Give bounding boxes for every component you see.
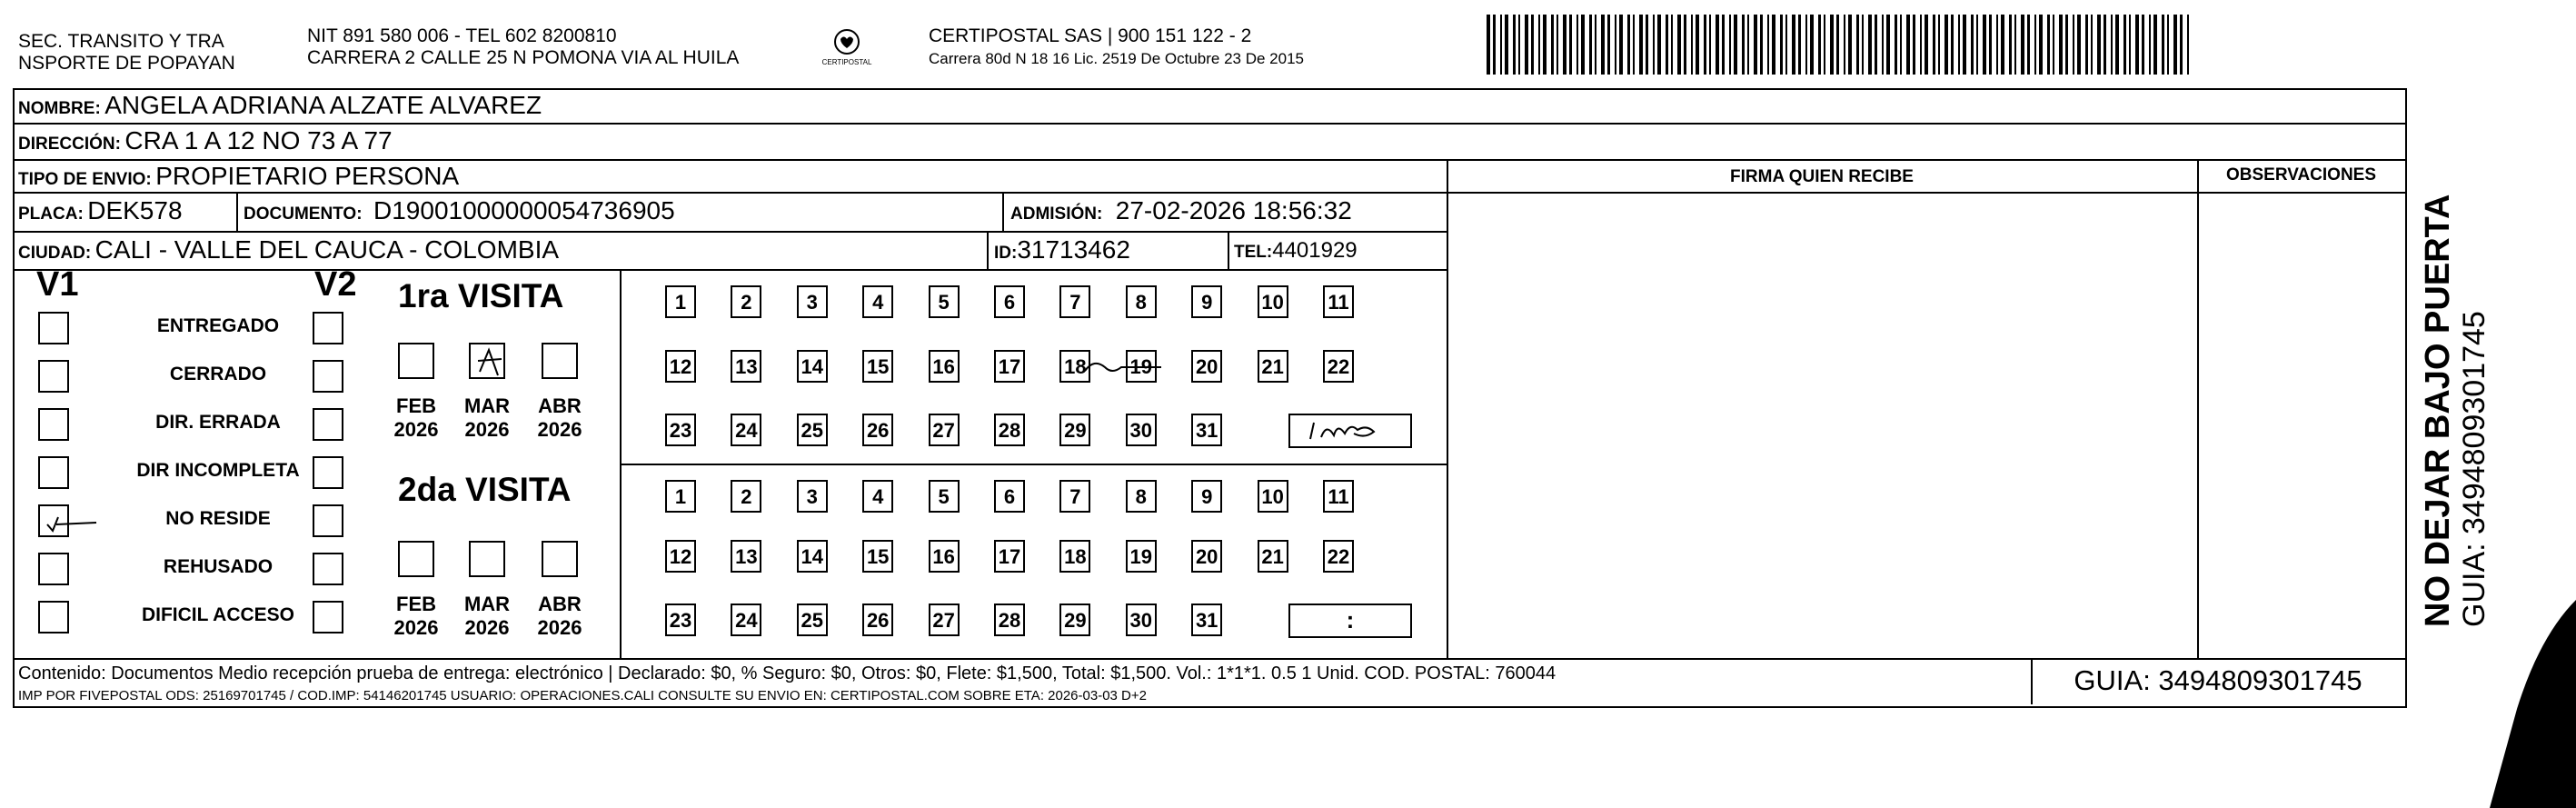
- day-box[interactable]: 21: [1258, 540, 1288, 573]
- barcode-bar: [1742, 15, 1745, 75]
- day-box[interactable]: 6: [994, 480, 1025, 513]
- col-divider: [1447, 159, 1448, 658]
- id-label: ID:: [994, 244, 1018, 263]
- barcode-bar: [1938, 15, 1940, 75]
- row-divider: [13, 231, 1447, 233]
- barcode-bar: [1906, 15, 1910, 75]
- barcode-bar: [1653, 15, 1655, 75]
- year-label: 2026: [537, 418, 582, 441]
- v2-checkbox[interactable]: [313, 360, 343, 393]
- row-divider: [13, 269, 1447, 271]
- sender-org-line1: SEC. TRANSITO Y TRA: [18, 31, 224, 52]
- sender-nit: [307, 25, 739, 69]
- second-visit-title: 2da VISITA: [398, 471, 572, 508]
- day-box[interactable]: 22: [1323, 350, 1354, 383]
- barcode-bar: [2059, 15, 2063, 75]
- barcode-bar: [1671, 15, 1673, 75]
- barcode-bar: [2104, 15, 2106, 75]
- status-label: NO RESIDE: [165, 508, 271, 529]
- barcode-bar: [1882, 15, 1884, 75]
- barcode-bar: [1792, 15, 1795, 75]
- barcode-bar: [1913, 15, 1915, 75]
- day-box[interactable]: 6: [994, 285, 1025, 318]
- barcode-bar: [1767, 15, 1769, 75]
- barcode-bar: [2129, 15, 2131, 75]
- day-box[interactable]: 19: [1126, 540, 1157, 573]
- barcode-bar: [2021, 15, 2024, 75]
- barcode-bar: [1958, 15, 1960, 75]
- barcode-bar: [1538, 15, 1540, 75]
- day-box[interactable]: 25: [797, 604, 828, 636]
- barcode-bar: [2187, 15, 2189, 75]
- barcode-bar: [1716, 15, 1719, 75]
- handwritten-scribble-icon: [1290, 415, 1410, 446]
- barcode-bar: [2153, 15, 2157, 75]
- time-box[interactable]: [1288, 414, 1412, 448]
- row-divider: [13, 658, 2405, 660]
- row-divider: [13, 192, 1447, 194]
- barcode-bar: [1780, 15, 1783, 75]
- day-box[interactable]: 31: [1191, 414, 1222, 446]
- year-label: 2026: [464, 616, 510, 639]
- barcode-bar: [1944, 15, 1948, 75]
- barcode-bar: [1848, 15, 1852, 75]
- barcode-bar: [2097, 15, 2101, 75]
- year-label: 2026: [393, 418, 439, 441]
- tel-value: 4401929: [1272, 238, 1358, 263]
- col-divider: [1228, 231, 1229, 269]
- col-divider: [236, 192, 238, 231]
- barcode-bar: [1576, 15, 1578, 75]
- barcode-bar: [2047, 15, 2050, 75]
- day-box[interactable]: 29: [1059, 414, 1090, 446]
- day-box[interactable]: 30: [1126, 414, 1157, 446]
- direccion-label: DIRECCIÓN:: [18, 135, 121, 154]
- day-box[interactable]: 16: [929, 540, 960, 573]
- direccion-row: [18, 126, 393, 155]
- day-box[interactable]: 26: [862, 414, 893, 446]
- day-box[interactable]: 31: [1191, 604, 1222, 636]
- barcode-bar: [1983, 15, 1986, 75]
- year-label: 2026: [464, 418, 510, 441]
- barcode-bar: [1900, 15, 1902, 75]
- barcode-bar: [2180, 15, 2183, 75]
- v1-checkbox[interactable]: [38, 312, 69, 344]
- v1-checkbox[interactable]: [38, 504, 69, 537]
- tipo-envio-label: TIPO DE ENVIO:: [18, 170, 152, 189]
- day-box[interactable]: 3: [797, 480, 828, 513]
- barcode-bar: [2065, 15, 2068, 75]
- barcode-bar: [1657, 15, 1661, 75]
- time-box[interactable]: :: [1288, 604, 1412, 638]
- barcode-bar: [1531, 15, 1534, 75]
- day-box[interactable]: 21: [1258, 350, 1288, 383]
- day-strike: [1081, 354, 1163, 386]
- first-visit-title: 1ra VISITA: [398, 277, 564, 314]
- tipo-envio-row: [18, 162, 459, 191]
- barcode-bar: [1601, 15, 1605, 75]
- barcode-bar: [2009, 15, 2012, 75]
- tel-cell: [1234, 238, 1358, 264]
- status-label: DIFICIL ACCESO: [141, 604, 294, 625]
- v1-checkbox[interactable]: [38, 553, 69, 585]
- barcode-bar: [1951, 15, 1954, 75]
- day-box[interactable]: 27: [929, 414, 960, 446]
- day-box[interactable]: 13: [731, 540, 761, 573]
- day-box[interactable]: 2: [731, 480, 761, 513]
- v1-checkbox[interactable]: [38, 601, 69, 633]
- logo-text: CERTIPOSTAL: [821, 58, 872, 66]
- day-box[interactable]: 24: [731, 414, 761, 446]
- day-box[interactable]: 28: [994, 414, 1025, 446]
- barcode-bar: [1704, 15, 1706, 75]
- day-box[interactable]: 27: [929, 604, 960, 636]
- barcode-bar: [1818, 15, 1821, 75]
- v2-checkbox[interactable]: [313, 456, 343, 489]
- day-box[interactable]: 3: [797, 285, 828, 318]
- barcode-bar: [1722, 15, 1725, 75]
- day-box[interactable]: 1: [665, 480, 696, 513]
- v1-checkbox[interactable]: [38, 456, 69, 489]
- month-checkbox[interactable]: [469, 343, 505, 379]
- placa-value: DEK578: [87, 196, 183, 224]
- barcode-bar: [1619, 15, 1623, 75]
- barcode-bar: [1856, 15, 1859, 75]
- barcode: [1483, 15, 2199, 75]
- barcode-bar: [1868, 15, 1872, 75]
- status-label: DIR. ERRADA: [155, 412, 281, 433]
- barcode-bar: [2135, 15, 2139, 75]
- month-label: MAR: [463, 394, 511, 417]
- barcode-bar: [1933, 15, 1935, 75]
- id-cell: [994, 235, 1130, 264]
- barcode-bar: [2027, 15, 2030, 75]
- status-label: ENTREGADO: [156, 315, 280, 336]
- ciudad-cell: [18, 235, 559, 264]
- firma-header: FIRMA QUIEN RECIBE: [1730, 167, 1914, 186]
- barcode-bar: [1830, 15, 1834, 75]
- barcode-bar: [1691, 15, 1693, 75]
- nombre-row: [18, 91, 542, 120]
- barcode-bar: [1513, 15, 1516, 75]
- day-box[interactable]: 4: [862, 480, 893, 513]
- day-box[interactable]: 14: [797, 350, 828, 383]
- row-divider: [13, 159, 2405, 161]
- day-box[interactable]: 18: [1059, 350, 1090, 383]
- barcode-bar: [2173, 15, 2177, 75]
- placa-cell: [18, 196, 183, 225]
- day-box[interactable]: 5: [929, 285, 960, 318]
- col-divider: [620, 269, 622, 658]
- day-box[interactable]: 28: [994, 604, 1025, 636]
- certipostal-logo: [816, 24, 878, 73]
- barcode-bar: [1996, 15, 1998, 75]
- year-label: 2026: [393, 616, 439, 639]
- barcode-bar: [1551, 15, 1554, 75]
- barcode-bar: [1976, 15, 1978, 75]
- barcode-bar: [1772, 15, 1775, 75]
- day-box[interactable]: 7: [1059, 480, 1090, 513]
- barcode-bar: [1684, 15, 1686, 75]
- tipo-envio-value: PROPIETARIO PERSONA: [155, 162, 460, 190]
- admision-cell: [1010, 196, 1352, 225]
- side-text: [2419, 195, 2491, 627]
- v1-header: V1: [36, 265, 79, 304]
- col-divider: [2197, 159, 2199, 658]
- nombre-value: ANGELA ADRIANA ALZATE ALVAREZ: [104, 91, 542, 119]
- barcode-bar: [2123, 15, 2126, 75]
- corner-mark: [2490, 600, 2576, 808]
- barcode-bar: [1557, 15, 1558, 75]
- col-divider: [1002, 192, 1004, 231]
- month-label: FEB: [396, 593, 436, 615]
- barcode-bar: [1505, 15, 1508, 75]
- sender-nit-line2: CARRERA 2 CALLE 25 N POMONA VIA AL HUILA: [307, 47, 740, 68]
- day-box[interactable]: 18: [1059, 540, 1090, 573]
- admision-value: 27-02-2026 18:56:32: [1115, 196, 1352, 224]
- guia-footer: GUIA: 3494809301745: [2074, 664, 2362, 696]
- v2-checkbox[interactable]: [313, 312, 343, 344]
- barcode-bar: [1696, 15, 1699, 75]
- barcode-bar: [1525, 15, 1528, 75]
- day-box[interactable]: 22: [1323, 540, 1354, 573]
- barcode-bar: [1518, 15, 1520, 75]
- status-label: REHUSADO: [163, 556, 274, 577]
- day-box[interactable]: 4: [862, 285, 893, 318]
- row-divider: [1447, 192, 2405, 194]
- side-guia: GUIA: 3494809301745: [2457, 311, 2491, 627]
- day-box[interactable]: 11: [1323, 285, 1354, 318]
- barcode-bar: [2167, 15, 2169, 75]
- day-box[interactable]: 25: [797, 414, 828, 446]
- day-box[interactable]: 8: [1126, 480, 1157, 513]
- day-box[interactable]: 17: [994, 350, 1025, 383]
- barcode-bar: [1989, 15, 1992, 75]
- day-box[interactable]: 10: [1258, 480, 1288, 513]
- month-checkbox[interactable]: [398, 541, 434, 577]
- barcode-bar: [1615, 15, 1616, 75]
- month-label: ABR: [538, 593, 582, 615]
- nombre-label: NOMBRE:: [18, 99, 101, 118]
- barcode-bar: [2077, 15, 2081, 75]
- month-checkbox[interactable]: [398, 343, 434, 379]
- barcode-bar: [1798, 15, 1801, 75]
- barcode-bar: [2034, 15, 2036, 75]
- barcode-bar: [1886, 15, 1890, 75]
- barcode-bar: [1493, 15, 1496, 75]
- v1-checkbox[interactable]: [38, 360, 69, 393]
- barcode-bar: [1639, 15, 1643, 75]
- day-box[interactable]: 8: [1126, 285, 1157, 318]
- barcode-bar: [1729, 15, 1731, 75]
- day-box[interactable]: 13: [731, 350, 761, 383]
- barcode-bar: [2014, 15, 2016, 75]
- sender-org-line2: NSPORTE DE POPAYAN: [18, 53, 235, 74]
- sender-org: [18, 31, 235, 75]
- ciudad-label: CIUDAD:: [18, 244, 92, 263]
- documento-cell: [244, 196, 675, 225]
- barcode-bar: [1836, 15, 1839, 75]
- barcode-bar: [1595, 15, 1596, 75]
- barcode-bar: [1971, 15, 1974, 75]
- barcode-bar: [2162, 15, 2164, 75]
- barcode-bar: [1785, 15, 1787, 75]
- v2-checkbox[interactable]: [313, 504, 343, 537]
- day-box[interactable]: 10: [1258, 285, 1288, 318]
- month-year-label: [534, 593, 585, 640]
- status-label: DIR INCOMPLETA: [136, 460, 300, 481]
- barcode-bar: [2149, 15, 2151, 75]
- placa-label: PLACA:: [18, 204, 84, 224]
- documento-label: DOCUMENTO:: [244, 204, 363, 224]
- day-box[interactable]: 23: [665, 604, 696, 636]
- barcode-bar: [1875, 15, 1877, 75]
- barcode-bar: [1824, 15, 1825, 75]
- status-label: CERRADO: [169, 364, 267, 384]
- barcode-bar: [1500, 15, 1502, 75]
- month-checkbox[interactable]: [542, 343, 578, 379]
- day-box[interactable]: 30: [1126, 604, 1157, 636]
- barcode-bar: [1646, 15, 1648, 75]
- v2-header: V2: [314, 265, 357, 304]
- barcode-bar: [1589, 15, 1592, 75]
- v2-checkbox[interactable]: [313, 553, 343, 585]
- barcode-bar: [1920, 15, 1922, 75]
- company-info: [929, 25, 1304, 69]
- documento-value: D19001000000054736905: [373, 196, 675, 224]
- barcode-bar: [2142, 15, 2144, 75]
- row-divider: [620, 464, 1447, 465]
- direccion-value: CRA 1 A 12 NO 73 A 77: [124, 126, 393, 155]
- day-box[interactable]: 16: [929, 350, 960, 383]
- day-box[interactable]: 12: [665, 540, 696, 573]
- barcode-bar: [1581, 15, 1585, 75]
- ciudad-value: CALI - VALLE DEL CAUCA - COLOMBIA: [94, 235, 560, 264]
- barcode-bar: [1805, 15, 1807, 75]
- day-box[interactable]: 12: [665, 350, 696, 383]
- v1-checkbox[interactable]: [38, 408, 69, 441]
- month-checkbox[interactable]: [469, 541, 505, 577]
- contenido-line: Contenido: Documentos Medio recepción prueba de entrega: electrónico | Declarado: $0, % Seguro: $0, Otros: $0, Flete: $1,500, Total: $1,500. Vol.: 1*1*1. 0.5 1 Unid. COD. POSTAL: 760044: [18, 663, 1557, 683]
- month-year-label: [462, 394, 512, 442]
- barcode-bar: [1925, 15, 1928, 75]
- barcode-bar: [1844, 15, 1845, 75]
- barcode-bar: [1963, 15, 1966, 75]
- day-box[interactable]: 5: [929, 480, 960, 513]
- observaciones-header: OBSERVACIONES: [2225, 165, 2377, 185]
- day-box[interactable]: 15: [862, 350, 893, 383]
- barcode-bar: [2085, 15, 2088, 75]
- month-year-label: [462, 593, 512, 640]
- barcode-bar: [1810, 15, 1814, 75]
- day-box[interactable]: 9: [1191, 285, 1222, 318]
- barcode-bar: [2039, 15, 2043, 75]
- month-year-label: [391, 593, 442, 640]
- barcode-bar: [1563, 15, 1566, 75]
- v2-checkbox[interactable]: [313, 408, 343, 441]
- check-mark-icon: [44, 506, 98, 535]
- month-year-label: [534, 394, 585, 442]
- check-mark-icon: [471, 344, 507, 381]
- barcode-bar: [1543, 15, 1547, 75]
- barcode-bar: [2001, 15, 2004, 75]
- day-box[interactable]: 17: [994, 540, 1025, 573]
- barcode-bar: [2053, 15, 2054, 75]
- no-dejar-warning: NO DEJAR BAJO PUERTA: [2419, 194, 2457, 627]
- year-label: 2026: [537, 616, 582, 639]
- day-box[interactable]: 11: [1323, 480, 1354, 513]
- v2-checkbox[interactable]: [313, 601, 343, 633]
- month-label: FEB: [396, 394, 436, 417]
- admision-label: ADMISIÓN:: [1010, 204, 1103, 224]
- id-value: 31713462: [1017, 235, 1130, 264]
- tel-label: TEL:: [1234, 243, 1273, 262]
- barcode-bar: [1677, 15, 1681, 75]
- month-checkbox[interactable]: [542, 541, 578, 577]
- day-box[interactable]: 20: [1191, 540, 1222, 573]
- barcode-bar: [1627, 15, 1630, 75]
- barcode-bar: [1633, 15, 1635, 75]
- handwritten-strike-icon: [1081, 354, 1163, 382]
- barcode-bar: [2073, 15, 2074, 75]
- col-divider: [987, 231, 989, 269]
- barcode-bar: [1734, 15, 1737, 75]
- day-box[interactable]: 9: [1191, 480, 1222, 513]
- day-box[interactable]: 14: [797, 540, 828, 573]
- company-line1: CERTIPOSTAL SAS | 900 151 122 - 2: [929, 25, 1252, 46]
- day-box[interactable]: 26: [862, 604, 893, 636]
- barcode-bar: [1895, 15, 1897, 75]
- barcode-bar: [2111, 15, 2113, 75]
- barcode-bars: [1483, 15, 2199, 75]
- barcode-bar: [1747, 15, 1749, 75]
- barcode-bar: [1569, 15, 1572, 75]
- day-box[interactable]: 7: [1059, 285, 1090, 318]
- day-box[interactable]: 19: [1126, 350, 1157, 383]
- row-divider: [13, 123, 2405, 125]
- barcode-bar: [1862, 15, 1864, 75]
- day-box[interactable]: 15: [862, 540, 893, 573]
- company-line2: Carrera 80d N 18 16 Lic. 2519 De Octubre 23 De 2015: [929, 50, 1304, 67]
- day-box[interactable]: 2: [731, 285, 761, 318]
- barcode-bar: [1754, 15, 1757, 75]
- day-box[interactable]: 20: [1191, 350, 1222, 383]
- month-label: MAR: [463, 593, 511, 615]
- month-label: ABR: [538, 394, 582, 417]
- barcode-bar: [1607, 15, 1610, 75]
- imp-line: IMP POR FIVEPOSTAL ODS: 25169701745 / COD.IMP: 54146201745 USUARIO: OPERACIONES.CALI CONSULTE SU ENVIO EN: CERTIPOSTAL.COM SOBRE ETA: 2026-03-03 D+2: [18, 688, 1147, 703]
- day-box[interactable]: 23: [665, 414, 696, 446]
- barcode-bar: [1487, 15, 1490, 75]
- day-box[interactable]: 1: [665, 285, 696, 318]
- barcode-bar: [2115, 15, 2119, 75]
- day-box[interactable]: 24: [731, 604, 761, 636]
- barcode-bar: [1666, 15, 1668, 75]
- barcode-bar: [2091, 15, 2093, 75]
- barcode-bar: [1709, 15, 1711, 75]
- day-box[interactable]: 29: [1059, 604, 1090, 636]
- sender-nit-line1: NIT 891 580 006 - TEL 602 8200810: [307, 25, 617, 46]
- month-year-label: [391, 394, 442, 442]
- barcode-bar: [1760, 15, 1763, 75]
